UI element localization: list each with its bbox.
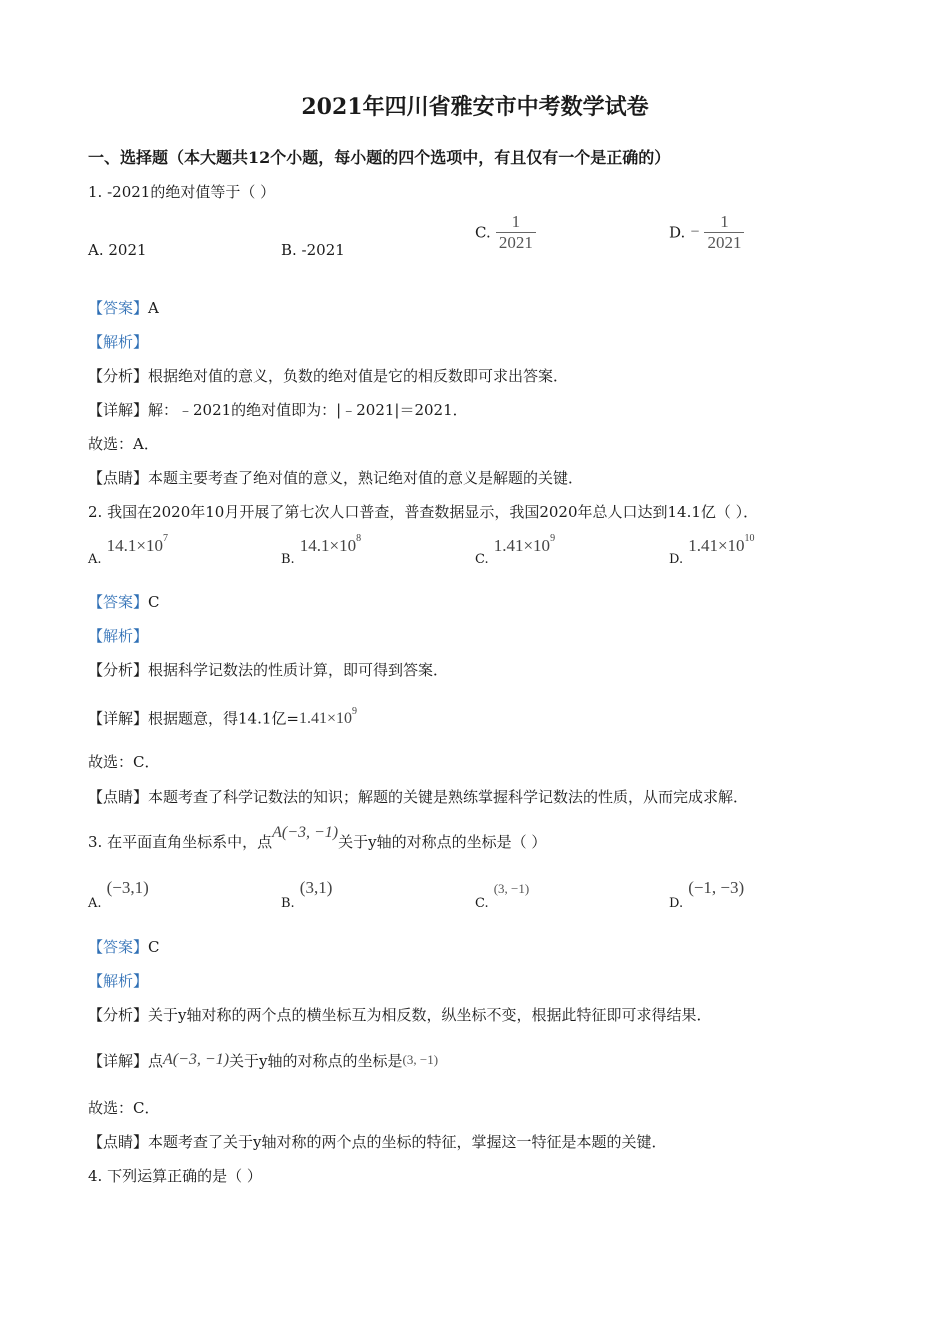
q2-detail-text: 【详解】根据题意，得14.1亿= (88, 709, 299, 728)
q2-detail-expr (298, 706, 357, 728)
page-title: 2021年四川省雅安市中考数学试卷 (301, 94, 649, 120)
q3-option-d-value: (−1, −3) (688, 878, 745, 897)
q1-option-c-label: C. (475, 223, 491, 242)
q2-option-a-base: 14.1×10 (106, 536, 163, 555)
q3-stem-post: 关于y轴的对称点的坐标是（ ） (338, 833, 547, 851)
q2-analysis: 【分析】根据科学记数法的性质计算，即可得到答案． (88, 661, 449, 679)
q2-choose: 故选：C． (88, 753, 160, 771)
q2-option-a-exp: 7 (162, 533, 168, 545)
q1-answer-tag: 【答案】 (88, 299, 149, 317)
q2-detail-base: 1.41×10 (298, 710, 352, 728)
q3-choose: 故选：C． (88, 1099, 160, 1117)
q2-detail-exp: 9 (352, 706, 357, 717)
q2-option-a-expr (106, 533, 168, 555)
q3-answer-value: C (148, 938, 160, 956)
section-heading: 一、选择题（本大题共12个小题，每小题的四个选项中，有且仅有一个是正确的） (88, 148, 671, 167)
q3-option-a-value: (−3,1) (106, 878, 149, 897)
q3-analysis: 【分析】关于y轴对称的两个点的横坐标互为相反数，纵坐标不变，根据此特征即可求得结果． (88, 1006, 712, 1024)
q2-stem: 2. 我国在2020年10月开展了第七次人口普查，普查数据显示，我国2020年总人口达到14.1亿（ ）． (88, 503, 759, 521)
q3-stem-point: A(−3, −1) (272, 824, 339, 841)
q2-option-b (281, 533, 362, 567)
q2-option-d-expr (688, 533, 755, 555)
q3-comment: 【点睛】本题考查了关于y轴对称的两个点的坐标的特征，掌握这一特征是本题的关键． (88, 1133, 667, 1151)
q2-option-d (669, 533, 755, 567)
q3-option-c-label: C. (475, 896, 489, 911)
q2-option-b-label: B. (281, 552, 295, 567)
q2-option-a (88, 533, 168, 567)
q3-detail-pre: 【详解】点 (88, 1052, 164, 1070)
q3-detail-point: A(−3, −1) (163, 1051, 230, 1068)
q3-option-d-label: D. (669, 896, 684, 911)
q2-option-a-label: A. (88, 552, 102, 567)
q3-detail (88, 1051, 438, 1072)
q1-option-c-fraction (496, 212, 536, 253)
q3-option-d (669, 878, 745, 911)
q1-option-d-sign: − (690, 223, 700, 241)
q2-option-b-base: 14.1×10 (299, 536, 357, 555)
q2-answer (88, 592, 160, 612)
q3-jiexi: 【解析】 (88, 972, 149, 990)
q2-comment: 【点睛】本题考查了科学记数法的知识；解题的关键是熟练掌握科学记数法的性质，从而完成求解． (88, 788, 749, 806)
q3-stem (88, 824, 547, 853)
q3-answer (88, 937, 160, 957)
q2-option-d-label: D. (669, 552, 684, 567)
q3-option-c (475, 878, 530, 911)
q4-stem: 4. 下列运算正确的是（ ） (88, 1167, 262, 1185)
q2-option-d-base: 1.41×10 (688, 536, 745, 555)
q1-answer (88, 298, 159, 318)
q1-comment: 【点睛】本题主要考查了绝对值的意义，熟记绝对值的意义是解题的关键． (88, 469, 584, 487)
q2-answer-tag: 【答案】 (88, 593, 149, 611)
q1-option-d-fraction (704, 212, 744, 253)
q2-answer-value: C (148, 593, 160, 611)
q3-option-b-value: (3,1) (299, 878, 333, 897)
q1-option-d-denominator: 2021 (707, 233, 742, 252)
q3-option-b-label: B. (281, 896, 295, 911)
q1-stem: 1. -2021的绝对值等于（ ） (88, 183, 276, 201)
q3-option-a-label: A. (88, 896, 102, 911)
q3-detail-mid: 关于y轴的对称点的坐标是 (229, 1052, 403, 1070)
q2-option-c-label: C. (475, 552, 489, 567)
q1-option-d-numerator: 1 (704, 212, 744, 233)
q1-option-a: A. 2021 (88, 241, 147, 259)
q1-option-b: B. -2021 (281, 241, 345, 259)
q1-detail: 【详解】解：﹣2021的绝对值即为：|﹣2021|＝2021． (88, 401, 468, 419)
q1-option-c (475, 212, 536, 253)
q3-option-c-value: (3, −1) (493, 881, 530, 896)
q1-jiexi: 【解析】 (88, 333, 149, 351)
q1-choose: 故选：A． (88, 435, 159, 453)
q2-option-b-expr (299, 533, 362, 555)
q3-detail-value: (3, −1) (402, 1052, 439, 1067)
q2-option-c-expr (493, 533, 556, 555)
q2-detail (88, 705, 357, 729)
q1-analysis: 【分析】根据绝对值的意义，负数的绝对值是它的相反数即可求出答案． (88, 367, 569, 385)
q1-option-c-numerator: 1 (496, 212, 536, 233)
q1-option-c-denominator: 2021 (498, 233, 533, 252)
q2-option-c-exp: 9 (550, 533, 556, 545)
q1-option-d (669, 212, 744, 253)
q3-stem-pre: 3. 在平面直角坐标系中，点 (88, 833, 273, 851)
q3-option-a (88, 878, 149, 911)
q1-answer-value: A (148, 299, 159, 317)
q3-answer-tag: 【答案】 (88, 938, 149, 956)
q2-option-b-exp: 8 (356, 533, 362, 545)
q2-option-c (475, 533, 556, 567)
q2-jiexi: 【解析】 (88, 627, 149, 645)
q2-option-c-base: 1.41×10 (493, 536, 551, 555)
q2-option-d-exp: 10 (744, 533, 755, 545)
q3-option-b (281, 878, 333, 911)
q1-option-d-label: D. (669, 223, 686, 242)
